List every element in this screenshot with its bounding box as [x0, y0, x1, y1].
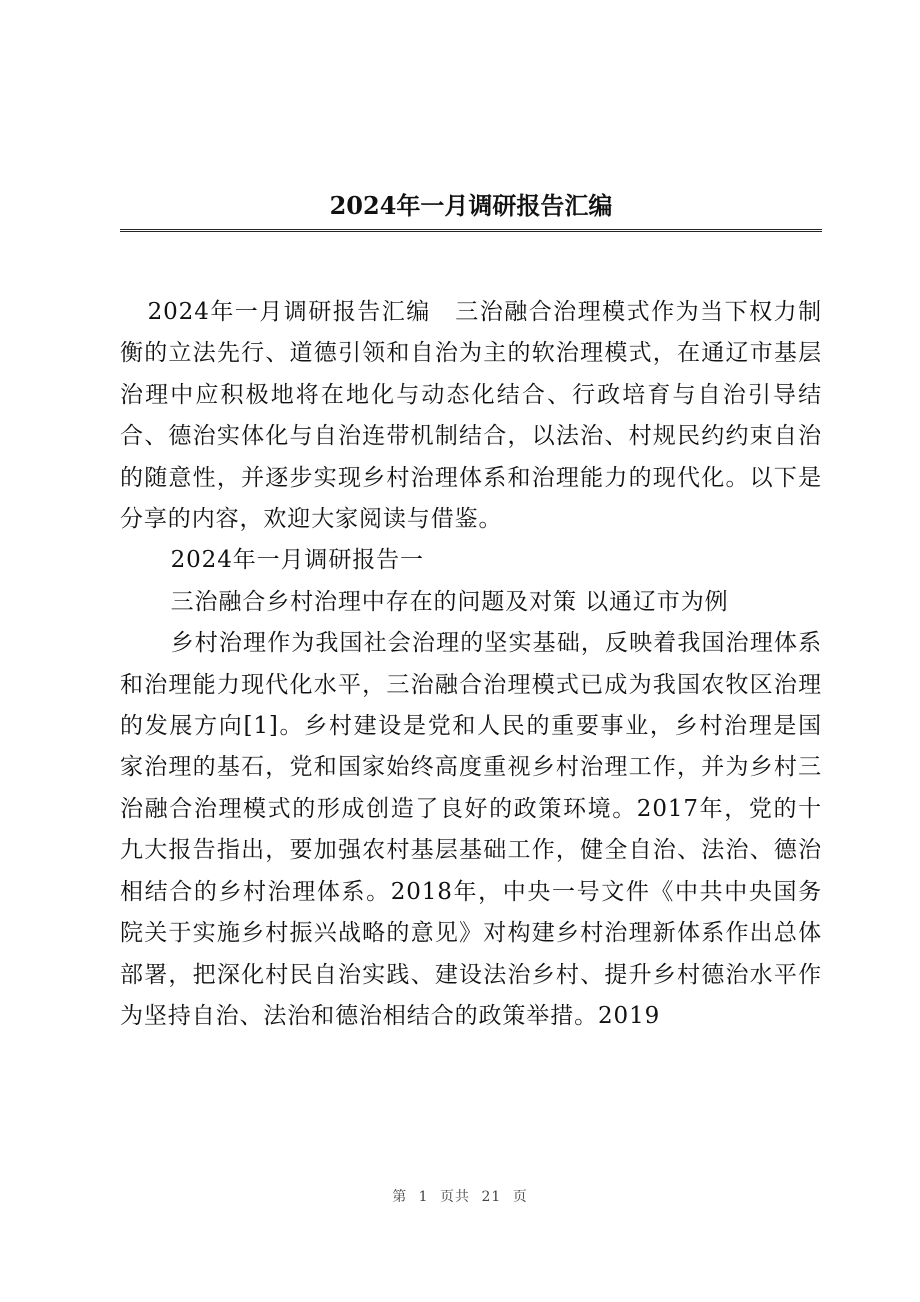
footer-prefix: 第 [392, 1189, 408, 1205]
document-title: 2024年一月调研报告汇编 [329, 191, 613, 220]
footer-middle: 页共 [440, 1189, 471, 1205]
section-subtitle: 三治融合乡村治理中存在的问题及对策 以通辽市为例 [170, 588, 729, 615]
intro-paragraph: 2024年一月调研报告汇编 三治融合治理模式作为当下权力制衡的立法先行、道德引领和自治为主的软治理模式，在通辽市基层治理中应积极地将在地化与动态化结合、行政培育与自治引导结合、德治实体化与自治连带机制结合，以法治、村规民约约束自治的随意性，并逐步实现乡村治理体系和治理能力的现代化。以下是分享的内容，欢迎大家阅读与借鉴。 [120, 299, 822, 533]
page-footer [0, 1186, 920, 1206]
footer-total-pages: 21 [481, 1189, 502, 1205]
footer-page-number: 1 [418, 1189, 429, 1205]
footer-suffix: 页 [512, 1189, 528, 1205]
section-heading: 2024年一月调研报告一 [170, 547, 424, 574]
title-double-rule [120, 229, 822, 232]
body-paragraph: 乡村治理作为我国社会治理的坚实基础，反映着我国治理体系和治理能力现代化水平，三治融合治理模式已成为我国农牧区治理的发展方向[1]。乡村建设是党和人民的重要事业，乡村治理是国家治理的基石，党和国家始终高度重视乡村治理工作，并为乡村三治融合治理模式的形成创造了良好的政策环境。2017年，党的十九大报告指出，要加强农村基层基础工作，健全自治、法治、德治相结合的乡村治理体系。2018年，中央一号文件《中共中央国务院关于实施乡村振兴战略的意见》对构建乡村治理新体系作出总体部署，把深化村民自治实践、建设法治乡村、提升乡村德治水平作为坚持自治、法治和德治相结合的政策举措。2019 [120, 630, 822, 1029]
document-body [120, 292, 822, 1037]
